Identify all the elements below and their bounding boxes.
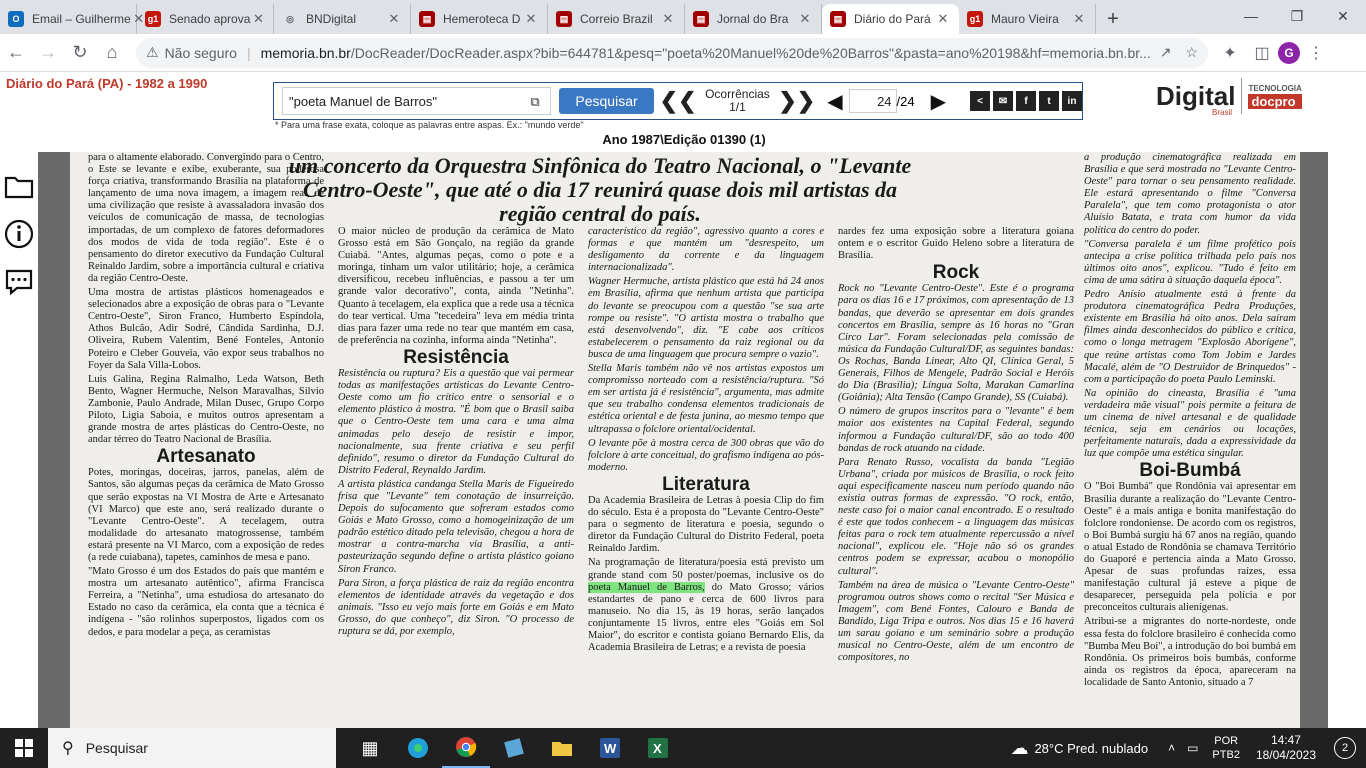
- svg-text:X: X: [653, 741, 662, 756]
- article-column-3: [588, 226, 824, 728]
- tab-title: Jornal do Bra: [717, 12, 789, 26]
- tab-title: Email – Guilherme: [32, 12, 131, 26]
- browser-tab-bar: [0, 0, 1366, 34]
- document-icon: ▤: [556, 11, 572, 27]
- docpro-text: docpro: [1248, 94, 1301, 109]
- extensions-icon[interactable]: ✦: [1223, 44, 1237, 62]
- paragraph-text: do Mato Grosso; vários estandartes de pano e cerca de 600 livros para manuseio. No dia 15, às 19 horas, serão lançados conjuntamente 15 livros, entre eles "Goiás em Sol Maior", do escritor e contista goiano Bernardo Elis, da Academia Brasileira de Letras; e a revista de poesia: [588, 581, 824, 654]
- windows-taskbar: [0, 728, 1366, 768]
- close-tab-icon[interactable]: ✕: [1073, 11, 1085, 26]
- network-icon[interactable]: ▭: [1187, 741, 1199, 755]
- edge-icon[interactable]: [394, 728, 442, 768]
- logo-text: Digital: [1156, 80, 1236, 111]
- tab-title: Correio Brazil: [580, 12, 653, 26]
- page-title: Diário do Pará (PA) - 1982 a 1990: [6, 76, 208, 91]
- restore-icon[interactable]: ❐: [1290, 7, 1304, 24]
- url-text[interactable]: [261, 45, 1152, 61]
- search-panel: [273, 82, 1083, 120]
- file-explorer-icon[interactable]: [538, 728, 586, 768]
- linkedin-icon[interactable]: in: [1062, 91, 1082, 111]
- paragraph: característico da região", agressivo quanto a cores e formas e que mantém um "desrespeito, um desligamento da corrente e da linguagem internacionalizada".: [588, 226, 824, 274]
- clock-time: 14:47: [1270, 733, 1301, 747]
- clock-date: 18/04/2023: [1255, 748, 1316, 762]
- document-icon: ▤: [830, 11, 846, 27]
- tab-title: BNDigital: [306, 12, 357, 26]
- clock[interactable]: [1256, 733, 1316, 763]
- facebook-icon[interactable]: f: [1016, 91, 1036, 111]
- paragraph: para o altamente elaborado. Convergindo para o Centro, o Este se levante e exibe, exuberante, sua poderosa força criativa, transformando Brasília na plataforma de lançamento de uma nova imagem, a imagem real, de uma civilização que resiste à avassaladora invasão dos veículos de comunicação de massa, de tecnologias importadas, de um complexo de fatores deformadores dos modos de vida de toda região". Este é o pensamento do diretor executivo da Fundação Cultural Reinaldo Jardim, sobre a importância cultural e criativa da região Centro-Oeste.: [88, 152, 324, 284]
- share-icon[interactable]: <: [970, 91, 990, 111]
- paragraph: "Conversa paralela é um filme profético pois antecipa a crise política trilhada pelo país nos últimos oito anos", explicou. "Tudo é feito em cima de uma sátira à situação daquela época".: [1084, 238, 1296, 286]
- prev-occurrence-icon[interactable]: ❮❮: [659, 88, 697, 113]
- search-icon: ⚲: [62, 740, 74, 757]
- occurrences-value: 1/1: [729, 100, 746, 114]
- menu-kebab-icon[interactable]: ⋮: [1308, 44, 1324, 62]
- paragraph: Luis Galina, Regina Ralmalho, Leda Watson, Beth Bento, Wagner Hermuche, Nelson Maravalhas, Silvio Zambonie, Paulo Andrade, Milan Dusec, Grupo Corpo Piloto, Ligia Saboia, e muitos outros apresentam a grande mostra de artes plásticas do Centro-Oeste, no andar térreo do Teatro Nacional de Brasília.: [88, 373, 324, 446]
- paragraph: Também na área de música o "Levante Centro-Oeste" programou outros shows como o recital "Ser Música e Imagem", com Bené Fontes, Calouro e Banda de Bandido, Liga Tripa e outros. Nos dias 15 e 16 haverá um sarau goiano e um seminário sobre a produção musical no Centro-Oeste, além de um encontro de compositores, no: [838, 579, 1074, 664]
- section-heading-artesanato: Artesanato: [156, 446, 256, 468]
- section-heading-boi-bumba: Boi-Bumbá: [1139, 460, 1241, 482]
- weather-text: 28°C Pred. nublado: [1034, 740, 1149, 756]
- article-column-1: [88, 152, 324, 728]
- window-controls: [1228, 0, 1366, 32]
- close-tab-icon[interactable]: ✕: [662, 11, 674, 26]
- paragraph: Resistência ou ruptura? Eis a questão que vai permear todas as manifestações artísticas do Levante Centro-Oeste como um fio crítico entre o sensorial e o elemento plástico à mostra. "É bom que o Brasil saiba que o Centro-Oeste tem uma cara e uma alma animadas pelo desejo de resistir e impor, nacionalmente, sua frente criativa e seu perfil definido", resumo o diretor da Fundação Cultural do Distrito Federal, Reynaldo Jardim.: [338, 368, 574, 476]
- paragraph: Para Siron, a força plástica de raiz da região encontra elementos de identidade através da vegetação e dos animais. "Isso eu vejo mais forte em Goiás e em Mato Grosso, do que conheço", diz Siron. "O processo de ruptura se dá, por exemplo,: [338, 577, 574, 637]
- forward-icon[interactable]: →: [39, 42, 57, 62]
- tech-label: TECNOLOGIA: [1248, 83, 1302, 93]
- paragraph: Na opinião do cineasta, Brasília é "uma verdadeira mãe visual" pois permite a feitura de um cinema de nível artesanal e de qualidade técnica, seja em cenários ou locações, perfeitamente naturais, dada a expressividade da luz que compõe uma estética singular.: [1084, 387, 1296, 460]
- tab-title: Hemeroteca D: [443, 12, 521, 26]
- paragraph: O levante põe à mostra cerca de 300 obras que vão do folclore à arte conceitual, do grafismo indígena ao pós-moderno.: [588, 437, 824, 473]
- word-icon[interactable]: [586, 728, 634, 768]
- prev-page-icon[interactable]: ◀: [827, 90, 843, 113]
- occurrences: [703, 88, 773, 114]
- notification-badge[interactable]: 2: [1334, 737, 1356, 759]
- section-heading-resistencia: Resistência: [403, 346, 509, 368]
- url-path: /DocReader/DocReader.aspx?bib=644781&pesq="poeta%20Manuel%20de%20Barros"&pasta=ano%20198&hf=memoria.bn.br...: [350, 44, 1151, 61]
- lang-secondary: PTB2: [1212, 749, 1240, 761]
- home-icon[interactable]: ⌂: [106, 42, 118, 62]
- favicon-icon: g1: [967, 11, 983, 27]
- taskbar-search[interactable]: [48, 728, 336, 768]
- article-column-4: [838, 226, 1074, 728]
- profile-avatar[interactable]: G: [1278, 42, 1300, 64]
- bndigital-logo: [1156, 78, 1302, 117]
- paragraph: nardes fez uma exposição sobre a literatura goiana ontem e o escritor Guido Heleno sobre a literatura de Brasília.: [838, 226, 1074, 262]
- document-icon: ▤: [419, 11, 435, 27]
- share-icon[interactable]: ⧉: [530, 94, 540, 109]
- close-tab-icon[interactable]: ✕: [525, 11, 537, 26]
- social-share-bar: [970, 91, 1082, 111]
- side-panel-icon[interactable]: ◫: [1254, 44, 1270, 62]
- excel-icon[interactable]: [634, 728, 682, 768]
- document-icon: ▤: [693, 11, 709, 27]
- bookmark-star-icon[interactable]: ☆: [1185, 44, 1198, 60]
- paragraph: O "Boi Bumbá" que Rondônia vai apresentar em Brasília durante a realização do "Levante Centro-Oeste" é a mais antiga e bonita manifestação do folclore rondoniense. De acordo com os registros, o Boi Bumbá surgiu há 67 anos na região, quando o atual Estado de Rondônia se chamava Território do Guaporé e pertencia ainda a Mato Grosso. Apesar de suas profundas raízes, essa manifestação cultural já esteve a pique de desaparecer, perseguida pela polícia e por preconceitos culturais alienígenas.: [1084, 481, 1296, 614]
- browser-tab[interactable]: [274, 4, 411, 34]
- search-input[interactable]: [282, 87, 551, 115]
- next-occurrence-icon[interactable]: ❯❯: [778, 88, 816, 113]
- minimize-icon[interactable]: —: [1244, 8, 1258, 24]
- info-icon[interactable]: [0, 210, 38, 258]
- comments-icon[interactable]: [0, 258, 38, 306]
- tab-title: Senado aprova: [169, 12, 251, 26]
- close-window-icon[interactable]: ✕: [1337, 7, 1349, 24]
- chrome-icon[interactable]: [442, 728, 490, 768]
- tab-title: Mauro Vieira: [991, 12, 1059, 26]
- paragraph: Potes, moringas, doceiras, jarros, panelas, além de Santos, são algumas peças da cerâmica de Mato Grosso que serão expostas na VI Mostra de Arte e Artesanato (VI Marco) que este ano, será realizado durante o "Levante Centro-Oeste". A tecelagem, outra modalidade do artesanato matogrossense, também estará presente na VI Marco, com a exposição de redes (a rede cuiabana), tapetes, caminhos de mesa e pano.: [88, 467, 324, 563]
- svg-text:W: W: [604, 741, 617, 756]
- section-heading-rock: Rock: [932, 262, 980, 284]
- browser-tab[interactable]: [411, 4, 548, 34]
- section-heading-literatura: Literatura: [662, 473, 750, 495]
- search-button[interactable]: Pesquisar: [559, 88, 653, 114]
- paragraph: a produção cinematográfica realizada em Brasília e que será mostrada no "Levante Centro-Oeste" para tornar o seu pensamento realidade. Ele estará apresentando o filme "Conversa Paralela", que tem como protagonista o ator Aluísio Batata, e trata com humor da vida política do centro do poder.: [1084, 152, 1296, 236]
- separator: |: [246, 44, 251, 61]
- lang-primary: POR: [1214, 735, 1239, 747]
- favicon-icon: O: [8, 11, 24, 27]
- paragraph: Rock no "Levante Centro-Oeste". Este é o programa para os dias 16 e 17 próximos, com apresentação de 13 bandas, que deverão se apresentar em dois grandes concertos em Brasília, sempre às 16 horas no "Gran Circo Lar". Foram selecionadas pela comissão de música da Fundação Cultural/DF, as seguintes bandas: Os Rochas, Banda Linear, Alto QI, Clínica Geral, 5 Generais, Filhos de Mengele, Padrão Social e Heróis do Dia (Brasília); Língua Solta, Marakan Camarlina (Goiânia); Alta Tensão (Campo Grande), SS (Cuiabá).: [838, 283, 1074, 404]
- logo-brasil: Brasil: [1212, 108, 1233, 117]
- browser-tab[interactable]: [959, 4, 1096, 34]
- page-total: /24: [896, 93, 915, 109]
- favicon-icon: g1: [145, 11, 161, 27]
- notes-app-icon[interactable]: [490, 728, 538, 768]
- occurrences-label: Ocorrências: [705, 87, 770, 101]
- taskbar-search-placeholder: Pesquisar: [85, 740, 148, 756]
- task-view-icon[interactable]: ▦: [361, 737, 379, 758]
- paragraph: Para Renato Russo, vocalista da banda "Legião Urbana", criada por músicos de Brasília, o rock feito aqui especificamente nasceu num período quando não existia outras formas de expressão. "O rock, então, neste caso foi o maior canal encontrado. E o resultado é este que todos conhecem - a linguagem das músicas feitas para o rock tem atualmente repercussão a nível nacional", explicou ele. "Hoje não só os grandes centros podem se expressar, acabou o monopólio cultural".: [838, 456, 1074, 577]
- paragraph: Wagner Hermuche, artista plástico que está há 24 anos em Brasília, afirma que nenhum artista que participa do levante se preocupou com a questão "se sua arte rompe ou resiste". "O artista mostra o trabalho que está desenvolvendo", diz. "E cabe aos críticos estabelecerem o pensamento da raiz regional ou da busca de uma linguagem que procura sempre o vazio".: [588, 276, 824, 360]
- weather-widget[interactable]: [1010, 738, 1148, 759]
- paragraph: [588, 557, 824, 654]
- close-tab-icon[interactable]: ✕: [937, 11, 949, 26]
- search-input-value: "poeta Manuel de Barros": [289, 93, 437, 109]
- address-bar[interactable]: [136, 38, 1208, 68]
- paragraph: A artista plástica candanga Stella Maris de Figueiredo frisa que "Levante" tem conotação de insurreição. Depois do sufocamento que sofreram estados como Goiás e Mato Grosso, como a homogeinização de um padrão estético ditado pela televisão, chegou a hora de mostrar a contra-marcha via Brasília, a anti-pasteurização segundo define o artista plástico goiano Siron Franco.: [338, 478, 574, 575]
- language-indicator[interactable]: [1212, 734, 1240, 762]
- paragraph: Stella Maris também não vê nos artistas expostos um compromisso norteado com a resistência/ruptura. "Só em ser artista já é resistência", argumenta, mas admite que seu trabalho condensa elementos tradicionais de estética oriental e de festa junina, ao mesmo tempo que ultrapassa o folclore oriental/ocidental.: [588, 363, 824, 435]
- new-tab-button[interactable]: +: [1107, 7, 1119, 30]
- newspaper-viewer[interactable]: [38, 152, 1328, 728]
- browser-tab[interactable]: [137, 4, 274, 34]
- cloud-icon: ☁: [1010, 737, 1029, 758]
- newspaper-page-scan: [70, 152, 1300, 728]
- paragraph: "Mato Grosso é um dos Estados do país que mantém e mostra um artesanato autêntico", afirma Francisca Ferreira, a "Netinha", uma estudiosa do artesanato do Estado no caso da cerâmica, ela conta que a técnica é indígena - "são rolinhos superpostos, ligados com os dedos, e para modelar a peça, as ceramistas: [88, 566, 324, 638]
- search-highlight[interactable]: poeta Manuel de Barros,: [588, 581, 705, 593]
- windows-start-icon[interactable]: [0, 728, 48, 768]
- browser-tab[interactable]: [685, 4, 822, 34]
- share-page-icon[interactable]: ↗: [1159, 44, 1172, 60]
- tab-title: Diário do Pará: [854, 12, 931, 26]
- article-column-2: [338, 226, 574, 728]
- search-hint: * Para uma frase exata, coloque as palavras entre aspas. Ex.: "mundo verde": [275, 120, 584, 130]
- paragraph: Uma mostra de artistas plásticos homenageados e selecionados abre a exposição de obras para o "Levante Centro-Oeste", Siron Franco, Humberto Espíndola, Athos Bulcão, Adir Sodré, Cândida Sardinha, D.J. Oliveira, Rubem Valentim, Bené Fonteles, Antonio Poteiro e Cleber Gouveia, vão expor seus trabalhos no Foyer da Sala Villa-Lobos.: [88, 287, 324, 371]
- system-tray: [1010, 728, 1366, 768]
- insecure-label[interactable]: Não seguro: [164, 44, 237, 61]
- docreader-page: [0, 72, 1366, 728]
- browser-toolbar: [0, 34, 1366, 72]
- warning-icon[interactable]: ⚠: [146, 44, 159, 60]
- folder-icon[interactable]: [0, 162, 38, 210]
- url-host: memoria.bn.br: [260, 44, 351, 61]
- close-tab-icon[interactable]: ✕: [388, 11, 400, 26]
- browser-tab[interactable]: [0, 4, 145, 34]
- email-icon[interactable]: ✉: [993, 91, 1013, 111]
- paragraph: O número de grupos inscritos para o "levante" é bem maior aos existentes na Capital Federal, segundo informou a Fundação cultural/DF, são ao todo 400 bandas de rock atuando na cidade.: [838, 406, 1074, 454]
- browser-tab[interactable]: [822, 4, 959, 34]
- left-toolbar: [0, 162, 38, 728]
- paragraph: Pedro Anísio atualmente está à frente da produtora cinematográfica Pedra Produções, existente em Brasília há oito anos. Dela saíram filmes ainda desconhecidos do público e crítica, como o longa metragem "Explosão Aborígene", que reúne artistas como Tom Jobim e Jardes Macalé, além de "O Destruidor de Brinquedos" - com a participação do poeta Paulo Leminski.: [1084, 289, 1296, 385]
- logo-divider: [1241, 78, 1242, 114]
- globe-icon: ◎: [286, 13, 294, 24]
- twitter-icon[interactable]: t: [1039, 91, 1059, 111]
- paragraph: Atribui-se a migrantes do norte-nordeste, onde essa festa do folclore brasileiro é conhecida como "Bumba Meu Boi", a introdução do boi bumbá em Rondônia. Os primeiros bois bumbás, conforme ainda os registros da época, apareceram na localidade de Santo Antonio, situado a 7: [1084, 616, 1296, 688]
- close-tab-icon[interactable]: ✕: [252, 11, 264, 26]
- close-tab-icon[interactable]: ✕: [799, 11, 811, 26]
- reload-icon[interactable]: ↻: [72, 42, 88, 62]
- browser-tab[interactable]: [548, 4, 685, 34]
- edition-label: Ano 1987\Edição 01390 (1): [144, 132, 1224, 150]
- article-column-5: [1084, 152, 1296, 728]
- paragraph: Da Academia Brasileira de Letras à poesia Clip do fim do século. Esta é a proposta do "Levante Centro-Oeste" para o segmento de literatura e poesia, segundo o diretor da Fundação Cultural do Distrito Federal, poeta Reinaldo Jardim.: [588, 494, 824, 555]
- docpro-logo: [1248, 84, 1301, 109]
- chevron-up-icon[interactable]: ˄: [1168, 741, 1176, 755]
- close-tab-icon[interactable]: ✕: [133, 11, 145, 26]
- back-icon[interactable]: ←: [7, 42, 25, 62]
- paragraph: O maior núcleo de produção da cerâmica de Mato Grosso está em São Gonçalo, na região da grande Cuiabá. "Antes, algumas peças, como o pote e a moringa, tinham um valor utilitário; hoje, a cerâmica diversificou, recebeu influências, e passou a ter um grande valor decorativo", conta, ainda "Netinha". Quanto à tecelagem, ela explica que a rede usa a técnica do tear vertical. Uma "tecedeira" leva em média trinta dias para fazer uma rede no tear que mantém em casa, de preferência na cozinha, informa ainda "Netinha".: [338, 226, 574, 346]
- page-number-input[interactable]: 24: [849, 89, 897, 113]
- taskbar-apps: [346, 728, 682, 768]
- next-page-icon[interactable]: ▶: [930, 90, 946, 113]
- article-headline: um concerto da Orquestra Sinfônica do Teatro Nacional, o "Levante Centro-Oeste", que até o dia 17 reunirá quase dois mil artistas da região central do país.: [288, 153, 912, 226]
- paragraph-text: Na programação de literatura/poesia está previsto um grande stand com 50 poster/poemas, inclusive os do: [588, 557, 824, 581]
